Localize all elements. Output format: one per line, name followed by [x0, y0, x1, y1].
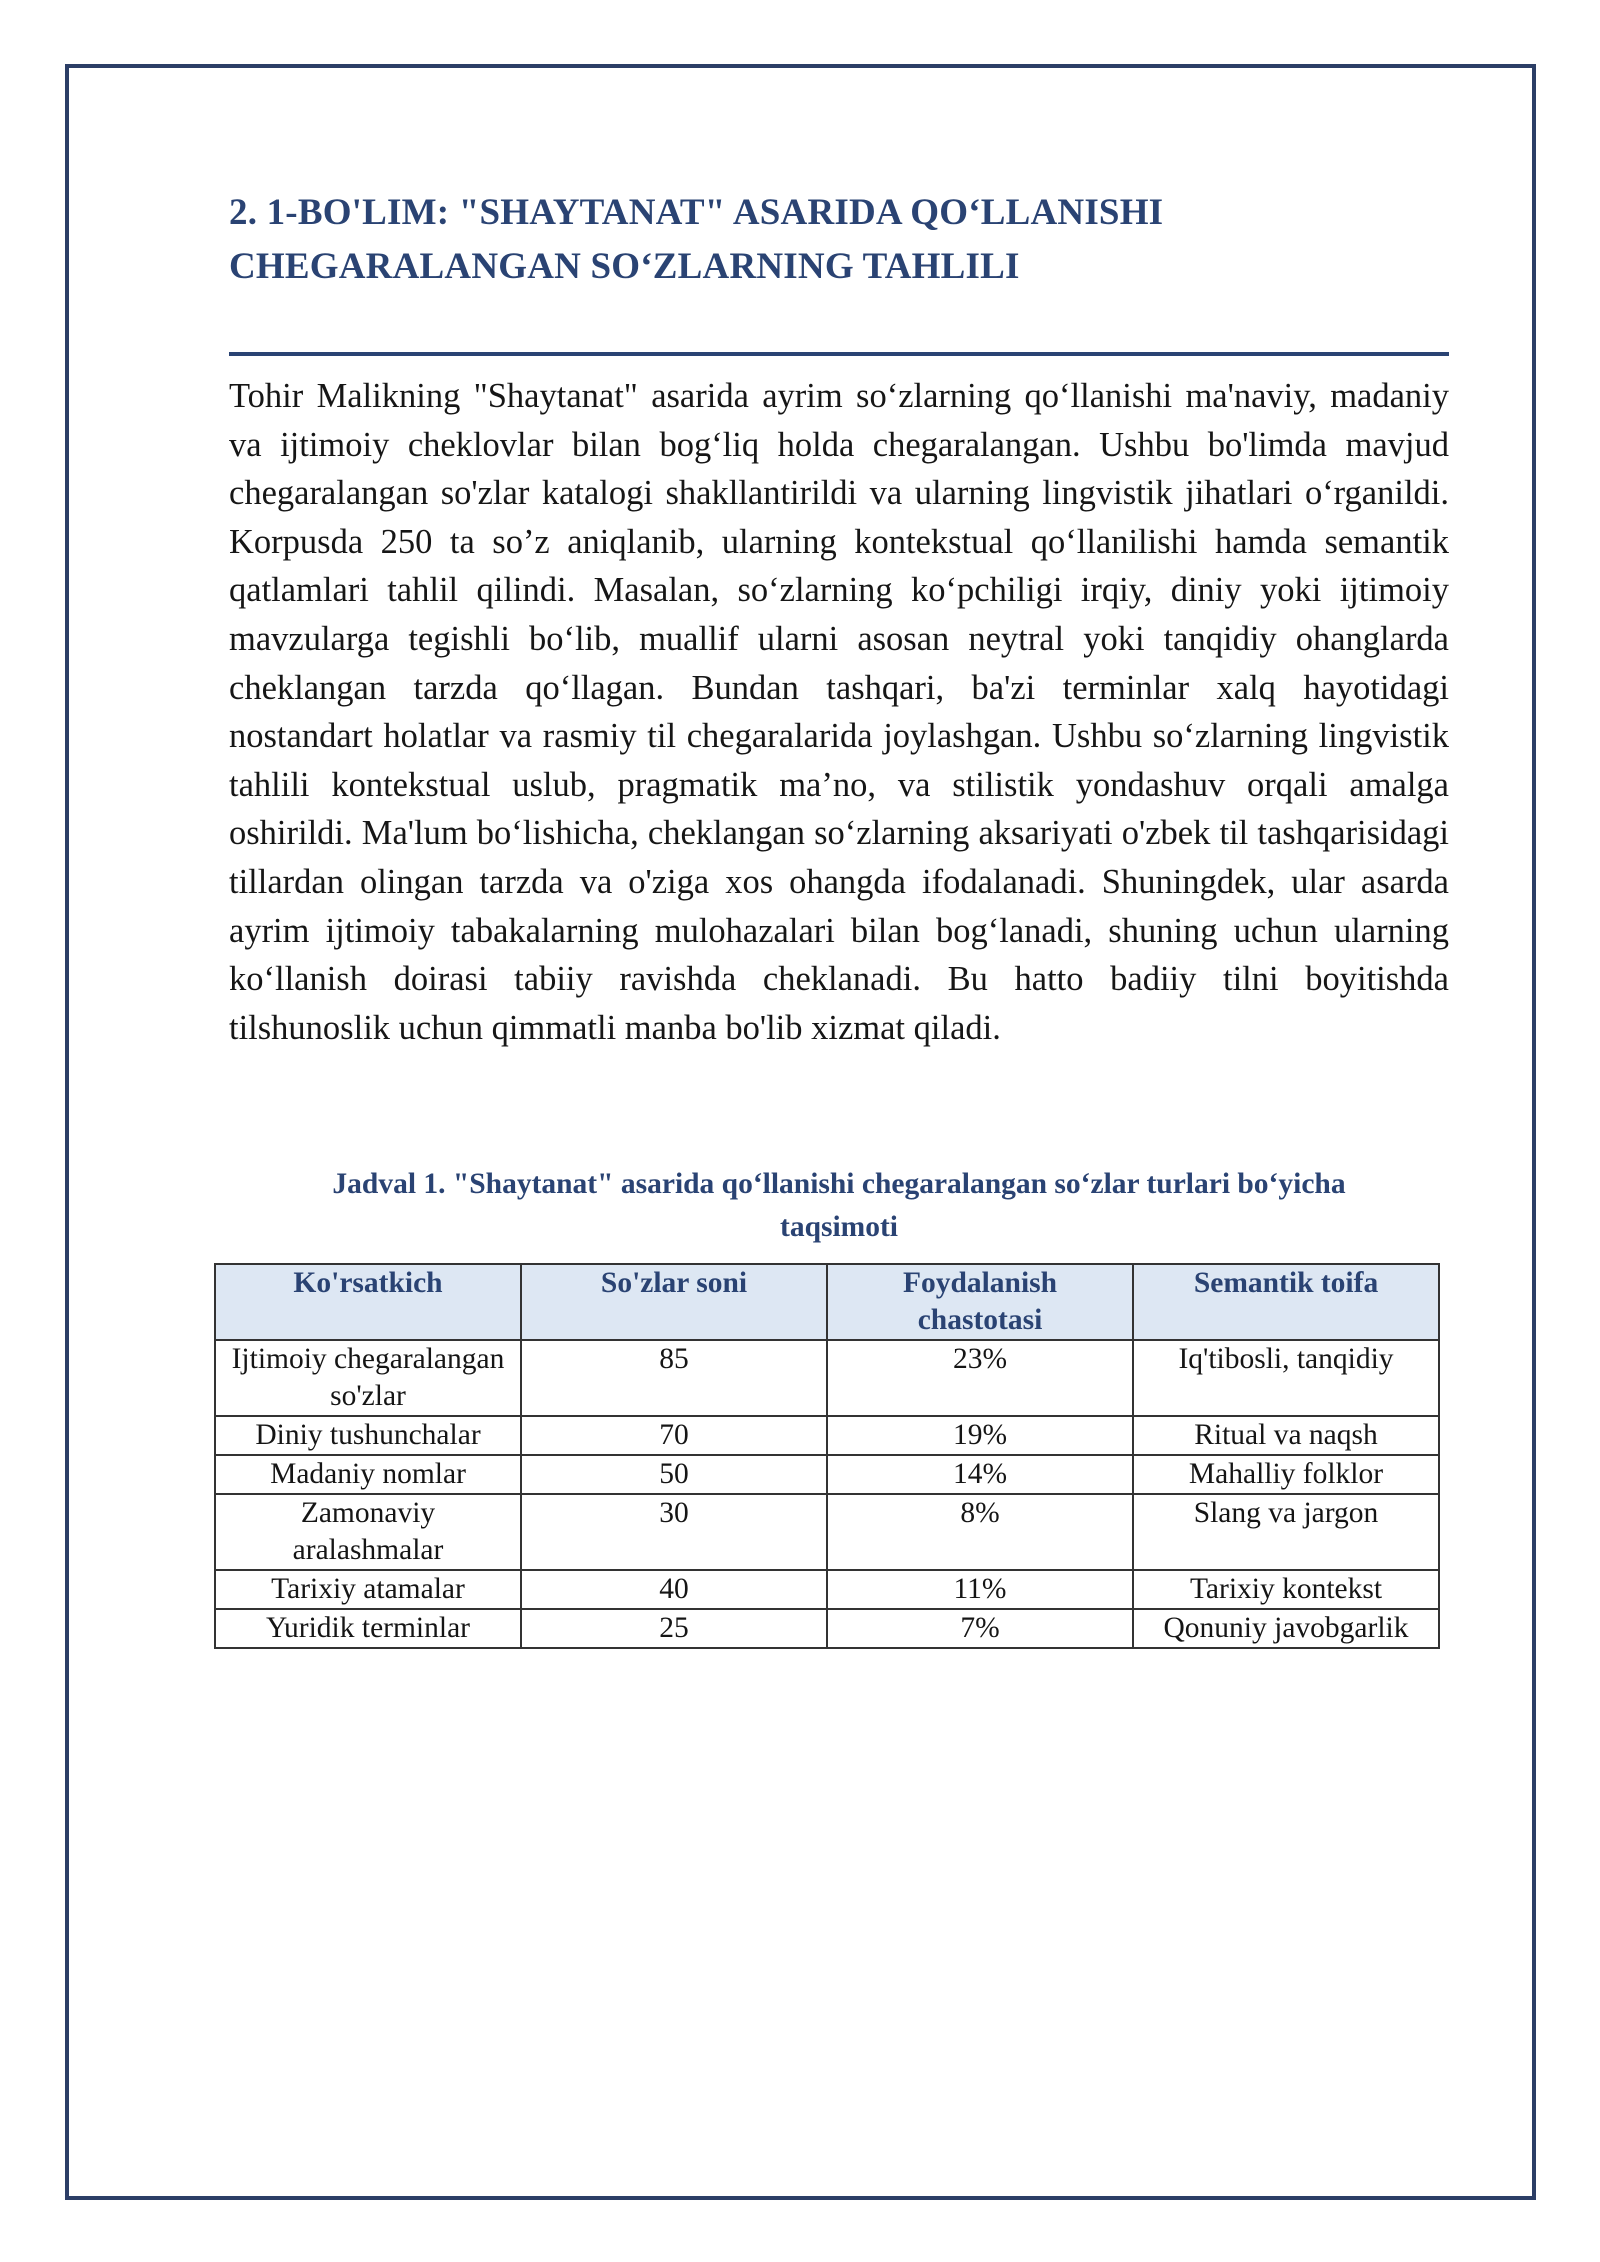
cell-indicator: Madaniy nomlar — [215, 1455, 521, 1494]
cell-indicator: Yuridik terminlar — [215, 1609, 521, 1648]
table-row — [215, 1609, 1439, 1648]
cell-frequency: 19% — [827, 1416, 1133, 1455]
table-row — [215, 1570, 1439, 1609]
cell-category: Tarixiy kontekst — [1133, 1570, 1439, 1609]
cell-count: 25 — [521, 1609, 827, 1648]
header-sozlar-soni: So'zlar soni — [521, 1264, 827, 1340]
cell-category: Qonuniy javobgarlik — [1133, 1609, 1439, 1648]
cell-count: 70 — [521, 1416, 827, 1455]
cell-count: 40 — [521, 1570, 827, 1609]
cell-indicator: Ijtimoiy chegaralangan so'zlar — [215, 1340, 521, 1416]
data-table — [214, 1263, 1440, 1649]
cell-frequency: 8% — [827, 1494, 1133, 1570]
header-korsatkich: Ko'rsatkich — [215, 1264, 521, 1340]
header-semantik-toifa: Semantik toifa — [1133, 1264, 1439, 1340]
cell-indicator: Zamonaviy aralashmalar — [215, 1494, 521, 1570]
cell-count: 30 — [521, 1494, 827, 1570]
cell-indicator: Diniy tushunchalar — [215, 1416, 521, 1455]
table-caption-line1: Jadval 1. "Shaytanat" asarida qo‘llanishi chegaralangan so‘zlar turlari bo‘yicha — [332, 1168, 1346, 1200]
cell-frequency: 23% — [827, 1340, 1133, 1416]
section-heading-line1: 2. 1-BO'LIM: "SHAYTANAT" ASARIDA QO‘LLANISHI — [229, 192, 1164, 233]
cell-category: Slang va jargon — [1133, 1494, 1439, 1570]
cell-category: Iq'tibosli, tanqidiy — [1133, 1340, 1439, 1416]
table-header-row — [215, 1264, 1439, 1340]
section-heading — [229, 186, 1449, 294]
cell-category: Ritual va naqsh — [1133, 1416, 1439, 1455]
cell-indicator: Tarixiy atamalar — [215, 1570, 521, 1609]
cell-frequency: 11% — [827, 1570, 1133, 1609]
cell-frequency: 14% — [827, 1455, 1133, 1494]
header-foydalanish-chastotasi: Foydalanish chastotasi — [827, 1264, 1133, 1340]
table-caption-line2: taqsimoti — [780, 1211, 898, 1243]
heading-divider — [229, 352, 1449, 356]
body-paragraph: Tohir Malikning "Shaytanat" asarida ayrim so‘zlarning qo‘llanishi ma'naviy, madaniy va ijtimoiy cheklovlar bilan bog‘liq holda chegaralangan. Ushbu bo'limda mavjud chegaralangan so'zlar katalogi shakllantirildi va ularning lingvistik jihatlari o‘rganildi. Korpusda 250 ta so’z aniqlanib, ularning kontekstual qo‘llanilishi hamda semantik qatlamlari tahlil qilindi. Masalan, so‘zlarning ko‘pchiligi irqiy, diniy yoki ijtimoiy mavzularga tegishli bo‘lib, muallif ularni asosan neytral yoki tanqidiy ohanglarda cheklangan tarzda qo‘llagan. Bundan tashqari, ba'zi terminlar xalq hayotidagi nostandart holatlar va rasmiy til chegaralarida joylashgan. Ushbu so‘zlarning lingvistik tahlili kontekstual uslub, pragmatik ma’no, va stilistik yondashuv orqali amalga oshirildi. Ma'lum bo‘lishicha, cheklangan so‘zlarning aksariyati o'zbek til tashqarisidagi tillardan olingan tarzda va o'ziga xos ohangda ifodalanadi. Shuningdek, ular asarda ayrim ijtimoiy tabakalarning mulohazalari bilan bog‘lanadi, shuning uchun ularning ko‘llanish doirasi tabiiy ravishda cheklanadi. Bu hatto badiiy tilni boyitishda tilshunoslik uchun qimmatli manba bo'lib xizmat qiladi. — [229, 377, 1449, 1047]
cell-frequency: 7% — [827, 1609, 1133, 1648]
table-row — [215, 1340, 1439, 1416]
table-caption — [229, 1163, 1449, 1249]
cell-count: 50 — [521, 1455, 827, 1494]
table-row — [215, 1455, 1439, 1494]
table-row — [215, 1494, 1439, 1570]
section-heading-line2: CHEGARALANGAN SO‘ZLARNING TAHLILI — [229, 246, 1020, 287]
cell-category: Mahalliy folklor — [1133, 1455, 1439, 1494]
cell-count: 85 — [521, 1340, 827, 1416]
table-row — [215, 1416, 1439, 1455]
